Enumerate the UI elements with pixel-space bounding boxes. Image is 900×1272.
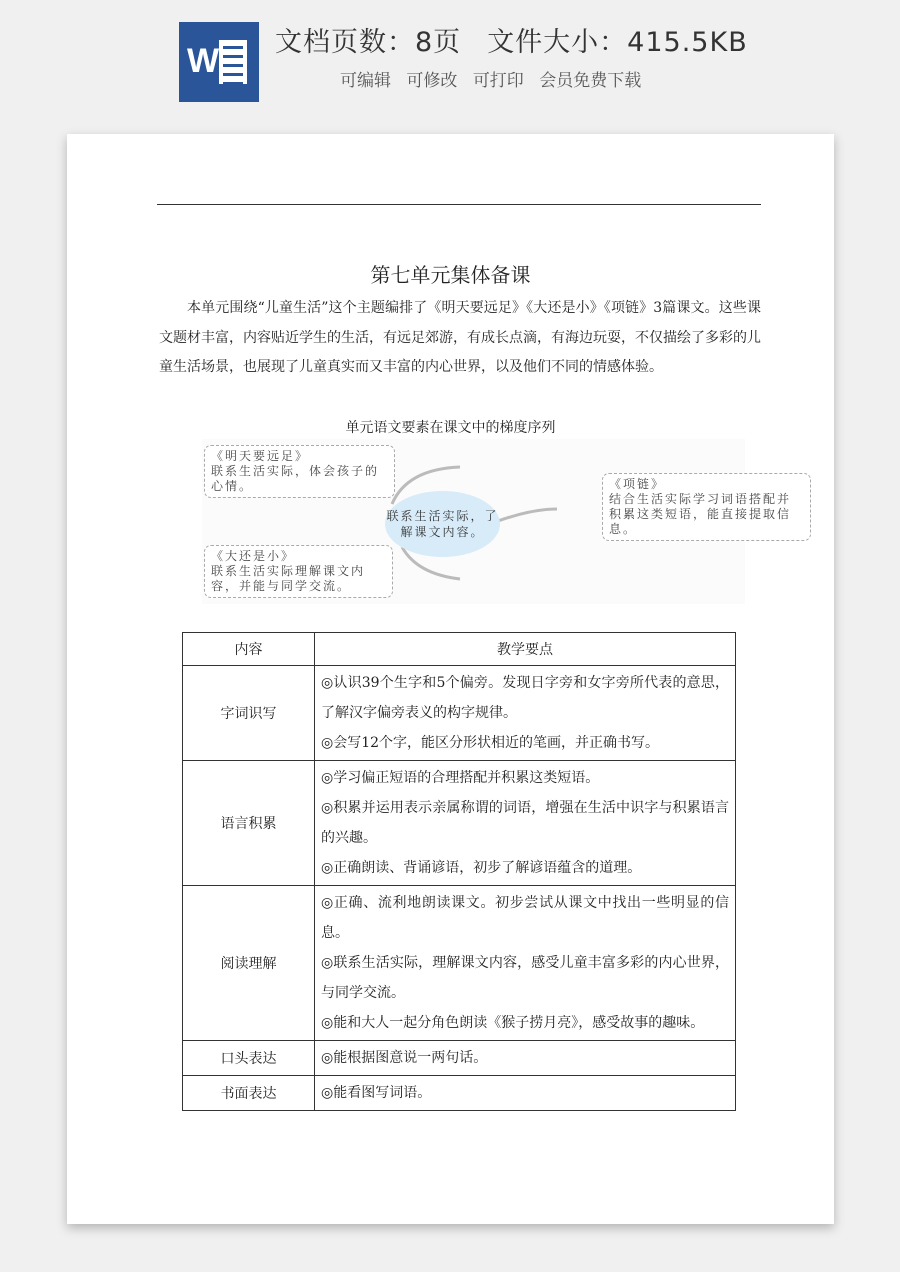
feature-printable: 可打印 <box>472 71 524 91</box>
mindmap-center <box>385 491 500 557</box>
point: ◎能和大人一起分角色朗读《猴子捞月亮》，感受故事的趣味。 <box>321 1015 705 1031</box>
page-count: 文档页数：8页 <box>275 27 462 58</box>
row-points <box>315 1041 736 1076</box>
figure-caption: 单元语文要素在课文中的梯度序列 <box>345 420 556 436</box>
doc-lines-icon <box>219 40 247 84</box>
header-content: 内容 <box>183 633 315 666</box>
node-title: 《明天要远足》 <box>211 449 310 463</box>
point: ◎正确朗读、背诵谚语，初步了解谚语蕴含的道理。 <box>321 860 642 876</box>
node-text: 联系生活实际，体会孩子的心情。 <box>211 464 380 493</box>
node-text: 联系生活实际理解课文内容，并能与同学交流。 <box>211 564 366 593</box>
mindmap-node-lesson1 <box>204 445 395 498</box>
mindmap-node-lesson2 <box>204 545 393 598</box>
header-rule <box>157 204 761 205</box>
feature-member-download: 会员免费下载 <box>539 71 642 91</box>
point: ◎联系生活实际，理解课文内容，感受儿童丰富多彩的内心世界，与同学交流。 <box>321 955 729 1001</box>
download-banner <box>0 0 900 120</box>
mindmap-node-lesson3 <box>602 473 811 541</box>
row-category: 阅读理解 <box>183 886 315 1041</box>
table-row <box>183 1041 736 1076</box>
header-points: 教学要点 <box>315 633 736 666</box>
row-category: 书面表达 <box>183 1076 315 1111</box>
node-title: 《大还是小》 <box>211 549 296 563</box>
row-points <box>315 761 736 886</box>
table-row <box>183 886 736 1041</box>
feature-modifiable: 可修改 <box>406 71 458 91</box>
point: ◎学习偏正短语的合理搭配并积累这类短语。 <box>321 770 600 786</box>
node-title: 《项链》 <box>609 477 666 491</box>
document-page <box>67 134 834 1224</box>
mindmap <box>202 439 792 604</box>
table-row <box>183 761 736 886</box>
point: ◎认识39个生字和5个偏旁。发现日字旁和女字旁所代表的意思，了解汉字偏旁表义的构字规律。 <box>321 675 729 721</box>
word-icon-letter: W <box>187 42 220 80</box>
word-doc-icon <box>179 22 259 102</box>
point: ◎积累并运用表示亲属称谓的词语，增强在生活中识字与积累语言的兴趣。 <box>321 800 729 846</box>
doc-features <box>340 66 651 91</box>
row-category: 口头表达 <box>183 1041 315 1076</box>
table-header-row <box>183 633 736 666</box>
teaching-points-table <box>182 632 736 1111</box>
row-points <box>315 666 736 761</box>
intro-paragraph: 本单元围绕“儿童生活”这个主题编排了《明天要远足》《大还是小》《项链》3篇课文。这些课文题材丰富，内容贴近学生的生活，有远足郊游，有成长点滴，有海边玩耍，不仅描绘了多彩的儿童生活场景，也展现了儿童真实而又丰富的内心世界，以及他们不同的情感体验。 <box>159 300 761 375</box>
doc-title: 第七单元集体备课 <box>370 263 531 287</box>
row-category: 字词识写 <box>183 666 315 761</box>
node-text: 结合生活实际学习词语搭配并积累这类短语，能直接提取信息。 <box>609 492 792 536</box>
point: ◎正确、流利地朗读课文。初步尝试从课文中找出一些明显的信息。 <box>321 895 729 941</box>
row-category: 语言积累 <box>183 761 315 886</box>
table-row <box>183 666 736 761</box>
file-size: 文件大小：415.5KB <box>487 27 748 58</box>
table-row <box>183 1076 736 1111</box>
feature-editable: 可编辑 <box>340 71 391 91</box>
doc-info-title <box>275 20 774 59</box>
point: ◎能看图写词语。 <box>321 1085 432 1101</box>
row-points <box>315 1076 736 1111</box>
point: ◎会写12个字，能区分形状相近的笔画，并正确书写。 <box>321 735 660 751</box>
center-text: 联系生活实际，了解课文内容。 <box>386 509 499 539</box>
row-points <box>315 886 736 1041</box>
point: ◎能根据图意说一两句话。 <box>321 1050 488 1066</box>
